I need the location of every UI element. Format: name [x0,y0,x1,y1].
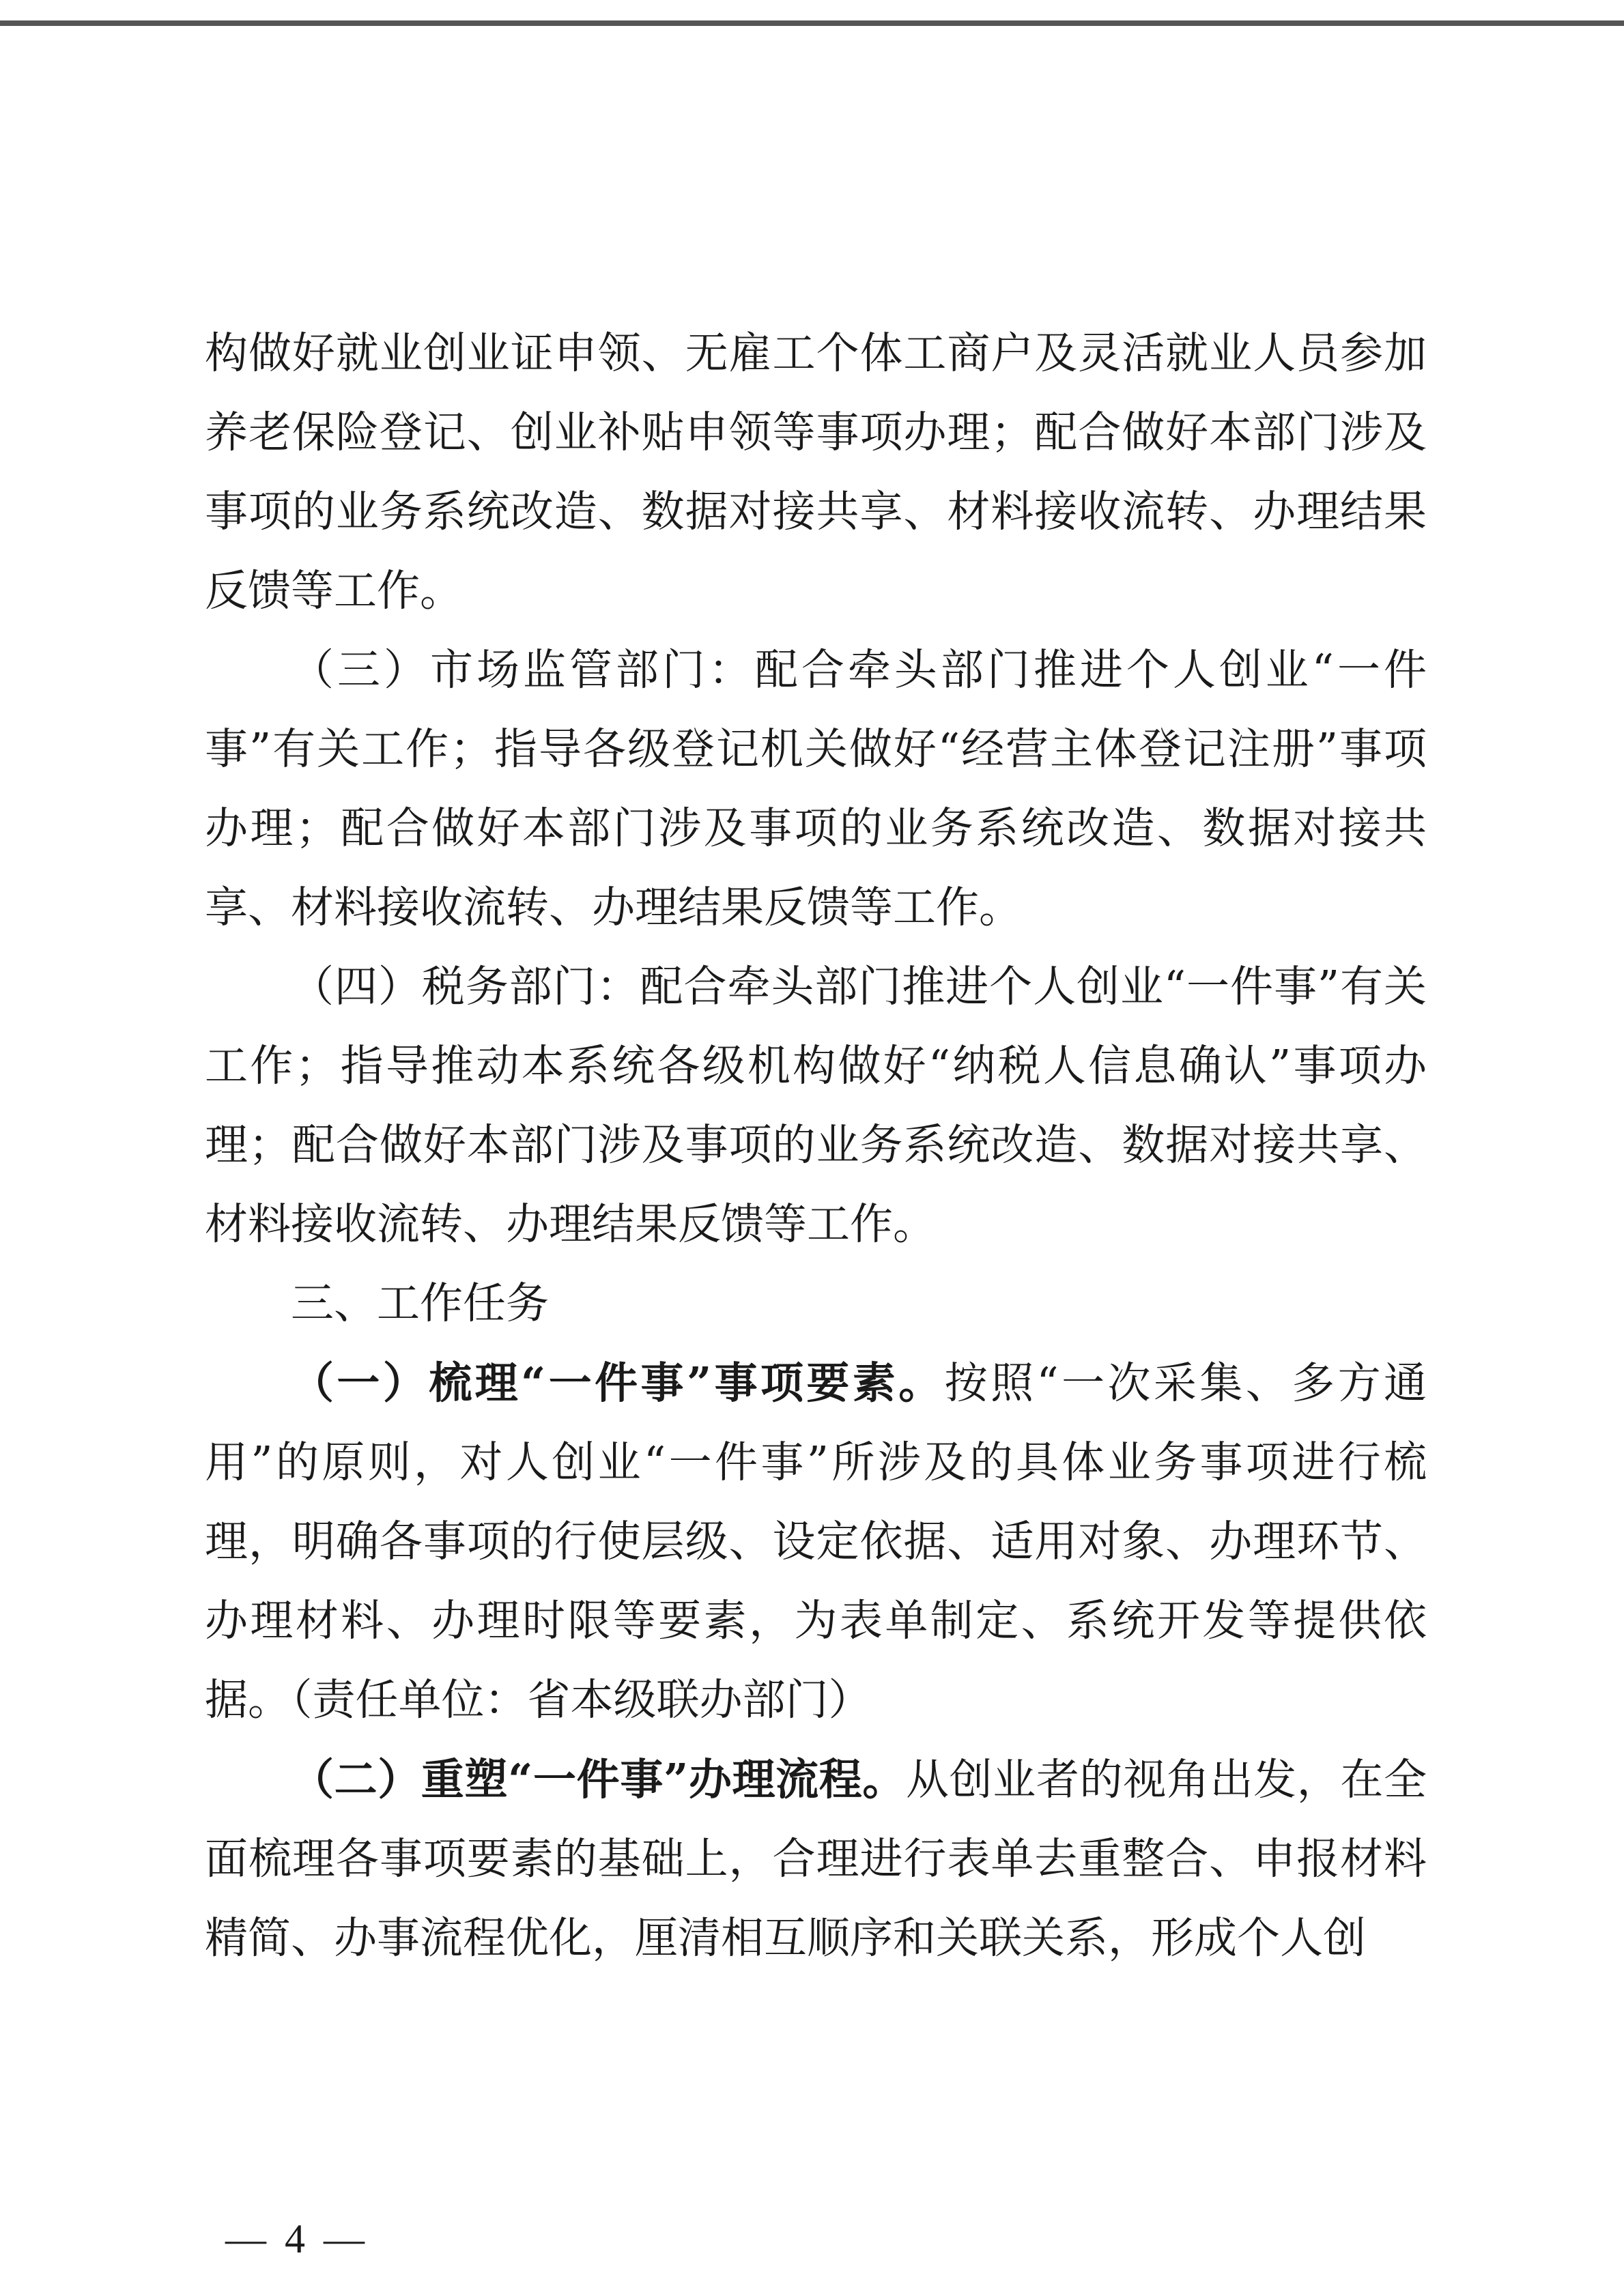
paragraph-continuation: 构做好就业创业证申领、无雇工个体工商户及灵活就业人员参加养老保险登记、创业补贴申领等事项办理；配合做好本部门涉及事项的业务系统改造、数据对接共享、材料接收流转、办理结果反馈等工作。 [205,328,1427,616]
paragraph-market-supervision: （三）市场监管部门：配合牵头部门推进个人创业“一件事”有关工作；指导各级登记机关做好“经营主体登记注册”事项办理；配合做好本部门涉及事项的业务系统改造、数据对接共享、材料接收流转、办理结果反馈等工作。 [205,645,1427,932]
page-number: — 4 — [225,2216,369,2261]
paragraph-task-two [205,1740,1427,1978]
top-border-rule [0,20,1624,26]
section-heading-work-tasks: 三、工作任务 [291,1278,549,1328]
task-one-title: （一）梳理“一件事”事项要素。 [291,1358,945,1408]
paragraph-task-one [205,1343,1427,1740]
task-two-title: （二）重塑“一件事”办理流程。 [291,1754,907,1805]
document-body [205,314,1427,1978]
task-one-text: 按照“一次采集、多方通用”的原则，对人创业“一件事”所涉及的具体业务事项进行梳理，明确各事项的行使层级、设定依据、适用对象、办理环节、办理材料、办理时限等要素，为表单制定、系统开发等提供依据。（责任单位：省本级联办部门） [205,1358,1427,1725]
paragraph-tax-department: （四）税务部门：配合牵头部门推进个人创业“一件事”有关工作；指导推动本系统各级机构做好“纳税人信息确认”事项办理；配合做好本部门涉及事项的业务系统改造、数据对接共享、材料接收流转、办理结果反馈等工作。 [205,962,1427,1249]
task-two-text: 从创业者的视角出发，在全面梳理各事项要素的基础上，合理进行表单去重整合、申报材料精简、办事流程优化，厘清相互顺序和关联关系，形成个人创 [205,1755,1427,1963]
